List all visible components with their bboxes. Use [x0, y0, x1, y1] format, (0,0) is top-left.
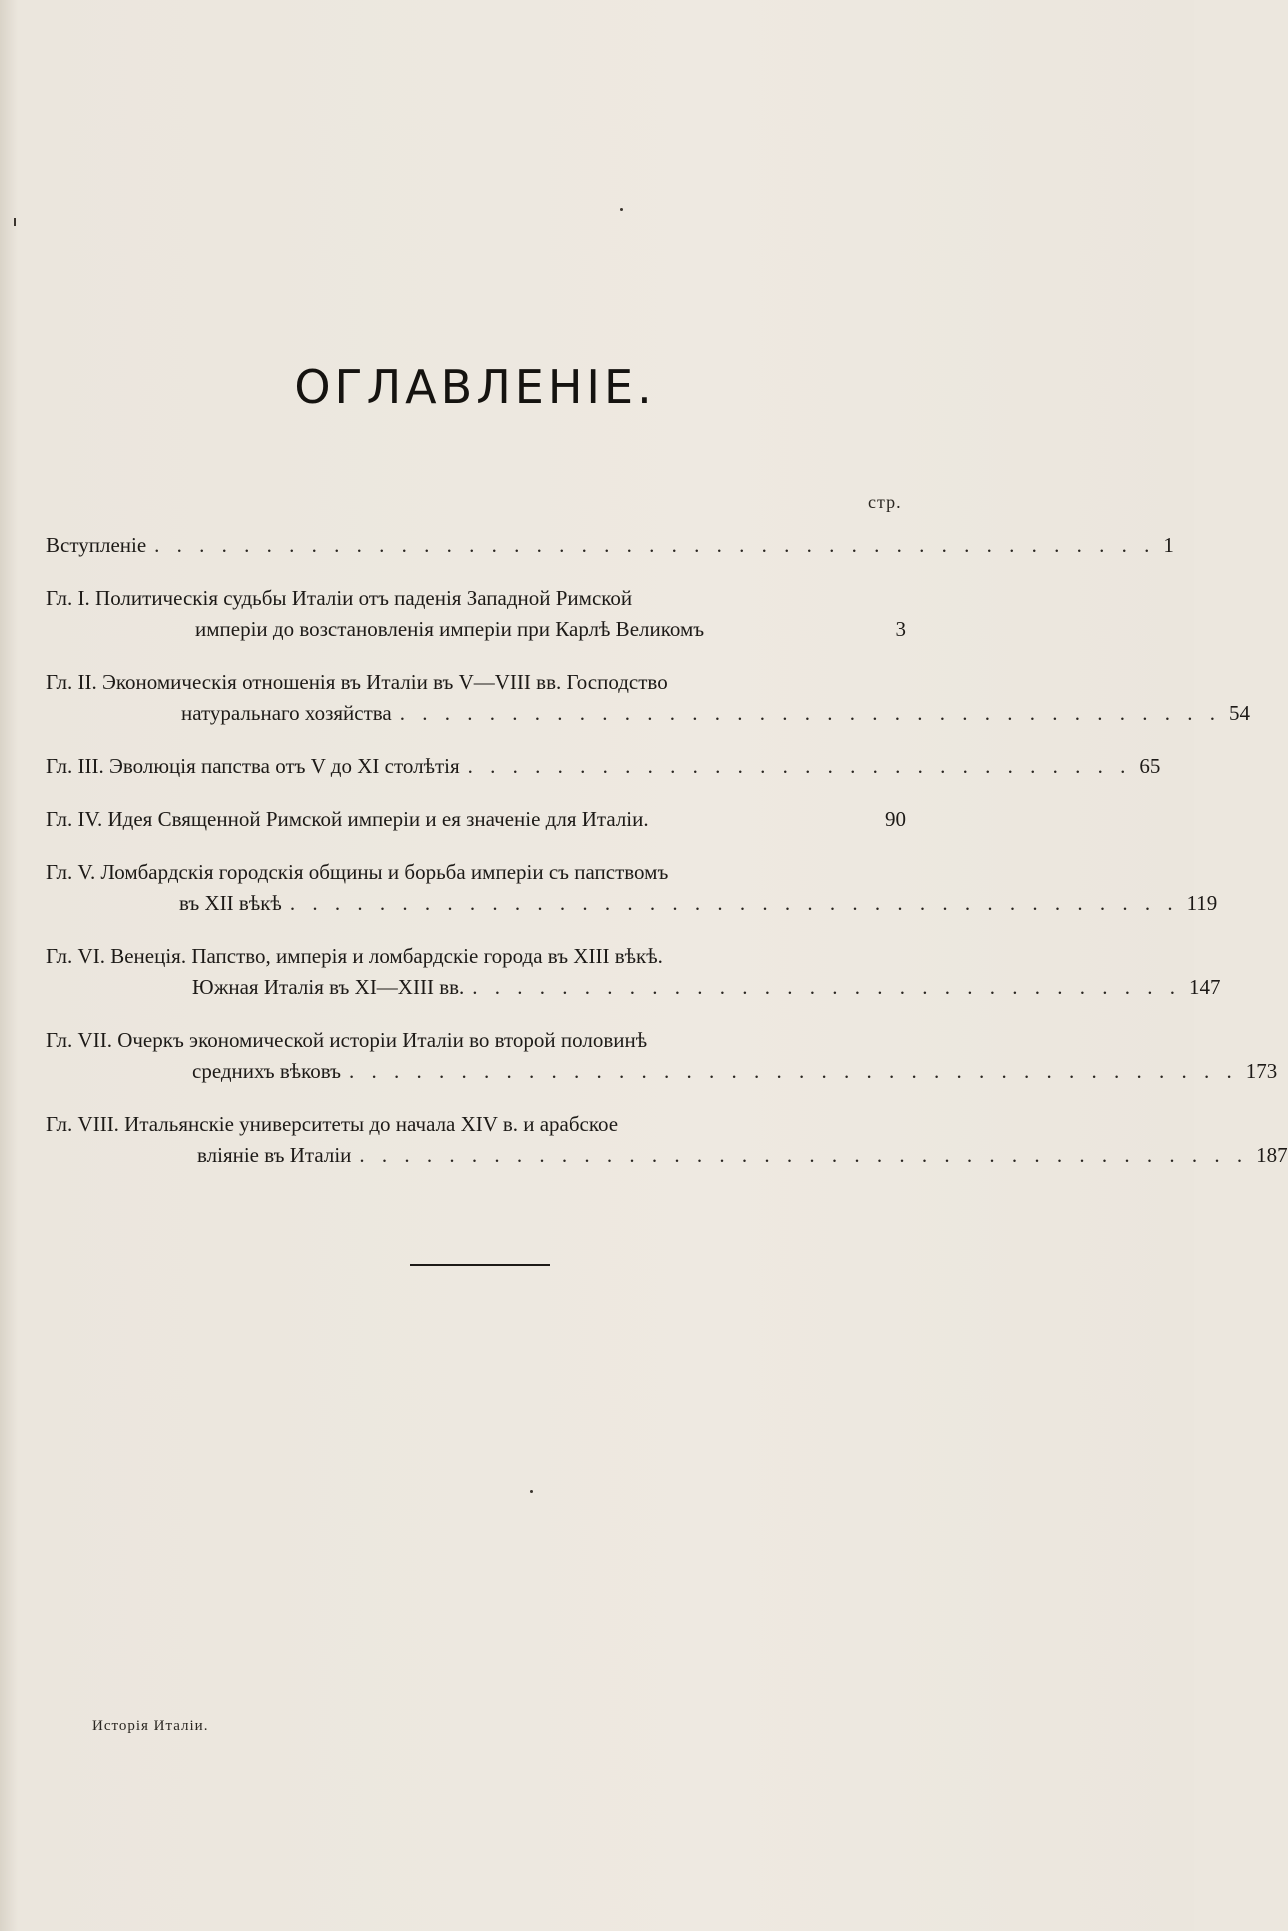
leader-dots: . . . . . . . . . . . . . . . . . . . . . . . . . . . . . . . . . . . . . . . . — [349, 1059, 1238, 1083]
toc-entry — [46, 667, 1250, 729]
page-title: ОГЛАВЛЕНІЕ. — [294, 360, 656, 414]
toc-entry-page: 173 — [1245, 1059, 1278, 1083]
toc-entry-title: Гл. IV. Идея Священной Римской имперіи и ея значеніе для Италіи. — [46, 807, 649, 831]
toc-entry-title: Гл. III. Эволюція папства отъ V до XI столѣтія — [46, 754, 460, 778]
toc-entry-title: Гл. I. Политическія судьбы Италіи отъ паденія Западной Римской — [46, 586, 633, 610]
toc-entry-title: Гл. II. Экономическія отношенія въ Италіи въ V—VIII вв. Господство — [46, 670, 668, 694]
toc-entry-title-cont: среднихъ вѣковъ — [192, 1059, 342, 1083]
toc-entry-title: Гл. VIII. Итальянскіе университеты до начала XIV в. и арабское — [46, 1112, 619, 1136]
leader-dots: . . . . . . . . . . . . . . . . . . . . . . . . . . . . . . . . . . . . . . . . . . . . . — [154, 533, 1156, 557]
toc-entry-page: 1 — [1163, 533, 1174, 557]
toc-entry-title-cont: вліяніе въ Италіи — [197, 1143, 352, 1167]
section-divider — [410, 1264, 550, 1266]
toc-entry — [46, 857, 1218, 919]
toc-entry — [46, 804, 906, 835]
toc-entry — [46, 1109, 1288, 1171]
toc-entry-page: 54 — [1228, 701, 1250, 725]
toc-entry-title-cont: имперіи до возстановленія имперіи при Карлѣ Великомъ — [195, 617, 705, 641]
toc-entry-title: Гл. VII. Очеркъ экономической исторіи Италіи во второй половинѣ — [46, 1028, 648, 1052]
toc-entry — [46, 1025, 1278, 1087]
toc-entry-title: Вступленіе — [46, 533, 147, 557]
toc-entry-title: Гл. VI. Венеція. Папство, имперія и ломбардскіе города въ XIII вѣкѣ. — [46, 944, 663, 968]
toc-entry-title-cont: натуральнаго хозяйства — [181, 701, 392, 725]
toc-entry — [46, 751, 1161, 782]
toc-entry — [46, 941, 1221, 1003]
page-column-header: стр. — [868, 492, 902, 512]
toc-entry-title-cont: въ XII вѣкѣ — [179, 891, 282, 915]
leader-dots: . . . . . . . . . . . . . . . . . . . . . . . . . . . . . . — [467, 754, 1132, 778]
page-footer: Исторія Италіи. — [92, 1718, 209, 1734]
table-of-contents — [46, 530, 1288, 1193]
toc-entry-title: Гл. V. Ломбардскія городскія общины и борьба имперіи съ папствомъ — [46, 860, 669, 884]
toc-entry — [46, 583, 906, 645]
leader-dots: . . . . . . . . . . . . . . . . . . . . . . . . . . . . . . . . — [472, 975, 1182, 999]
toc-entry-page: 119 — [1186, 891, 1218, 915]
toc-entry-page: 65 — [1139, 754, 1161, 778]
ink-speck — [530, 1490, 533, 1493]
leader-dots: . . . . . . . . . . . . . . . . . . . . . . . . . . . . . . . . . . . . . — [399, 701, 1221, 725]
toc-entry-page: 187 — [1256, 1143, 1288, 1167]
toc-entry-page: 147 — [1189, 975, 1221, 999]
ink-speck — [620, 208, 623, 211]
ink-speck — [14, 218, 16, 226]
toc-entry-page: 3 — [895, 617, 906, 641]
leader-dots: . . . . . . . . . . . . . . . . . . . . . . . . . . . . . . . . . . . . . . . . — [359, 1143, 1249, 1167]
toc-entry — [46, 530, 1174, 561]
toc-entry-title-cont: Южная Италія въ XI—XIII вв. — [192, 975, 465, 999]
leader-dots: . . . . . . . . . . . . . . . . . . . . . . . . . . . . . . . . . . . . . . . . — [289, 891, 1179, 915]
toc-entry-page: 90 — [885, 807, 906, 831]
